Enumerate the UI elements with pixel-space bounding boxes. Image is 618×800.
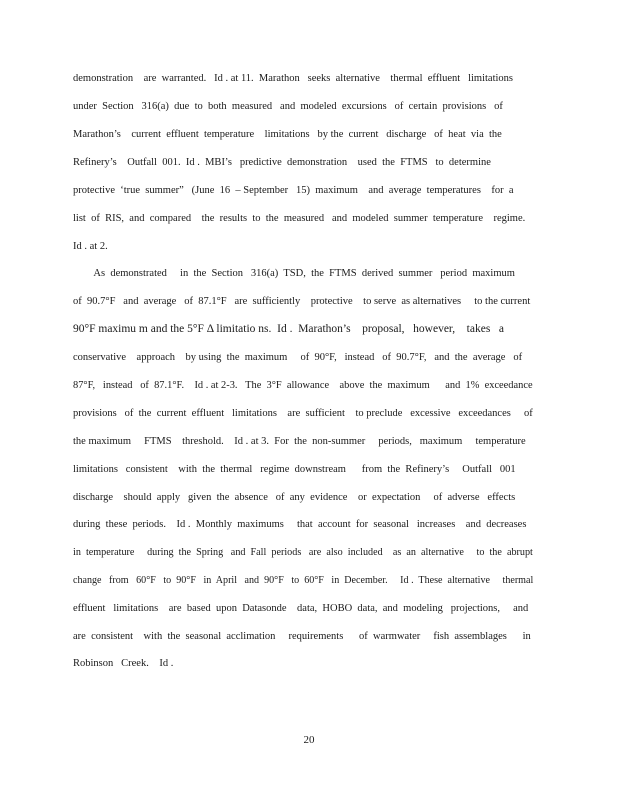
text-line: Refinery’s Outfall 001. Id . MBI’s predictive demonstration used the FTMS to determine [73, 157, 491, 168]
text-line: effluent limitations are based upon Datasonde data, HOBO data, and modeling projections, and [73, 603, 529, 614]
text-line: 90°F maximu m and the 5°F Δ limitatio ns. Id . Marathon’s proposal, however, takes a [73, 323, 505, 335]
text-line: demonstration are warranted. Id . at 11. Marathon seeks alternative thermal effluent limitations [73, 73, 513, 84]
text-line: are consistent with the seasonal acclimation requirements of warmwater fish assemblages in [73, 631, 531, 642]
text-line: change from 60°F to 90°F in April and 90°F to 60°F in December. Id . These alternative thermal [73, 575, 534, 586]
page-number: 20 [303, 734, 315, 746]
text-line: in temperature during the Spring and Fall periods are also included as an alternative to the abrupt [73, 547, 533, 558]
text-line: discharge should apply given the absence of any evidence or expectation of adverse effects [73, 492, 516, 503]
text-line: Id . at 2. [73, 241, 108, 252]
text-line: limitations consistent with the thermal regime downstream from the Refinery’s Outfall 001 [73, 464, 516, 475]
text-line: the maximum FTMS threshold. Id . at 3. For the non-summer periods, maximum temperature [73, 436, 526, 447]
text-line: Robinson Creek. Id . [73, 658, 174, 669]
text-line: of 90.7°F and average of 87.1°F are sufficiently protective to serve as alternatives to the current [73, 296, 531, 307]
text-line: protective ‘true summer” (June 16 – September 15) maximum and average temperatures for a [73, 185, 514, 196]
text-line: during these periods. Id . Monthly maximums that account for seasonal increases and decreases [73, 519, 527, 530]
text-line: As demonstrated in the Section 316(a) TSD, the FTMS derived summer period maximum [73, 268, 515, 279]
text-line: Marathon’s current effluent temperature limitations by the current discharge of heat via the [73, 129, 502, 140]
text-line: list of RIS, and compared the results to the measured and modeled summer temperature regime. [73, 213, 526, 224]
text-line: provisions of the current effluent limitations are sufficient to preclude excessive exceedances of [73, 408, 533, 419]
text-line: 87°F, instead of 87.1°F. Id . at 2-3. The 3°F allowance above the maximum and 1% exceedance [73, 380, 533, 391]
text-line: under Section 316(a) due to both measured and modeled excursions of certain provisions of [73, 101, 503, 112]
text-line: conservative approach by using the maximum of 90°F, instead of 90.7°F, and the average of [73, 352, 523, 363]
